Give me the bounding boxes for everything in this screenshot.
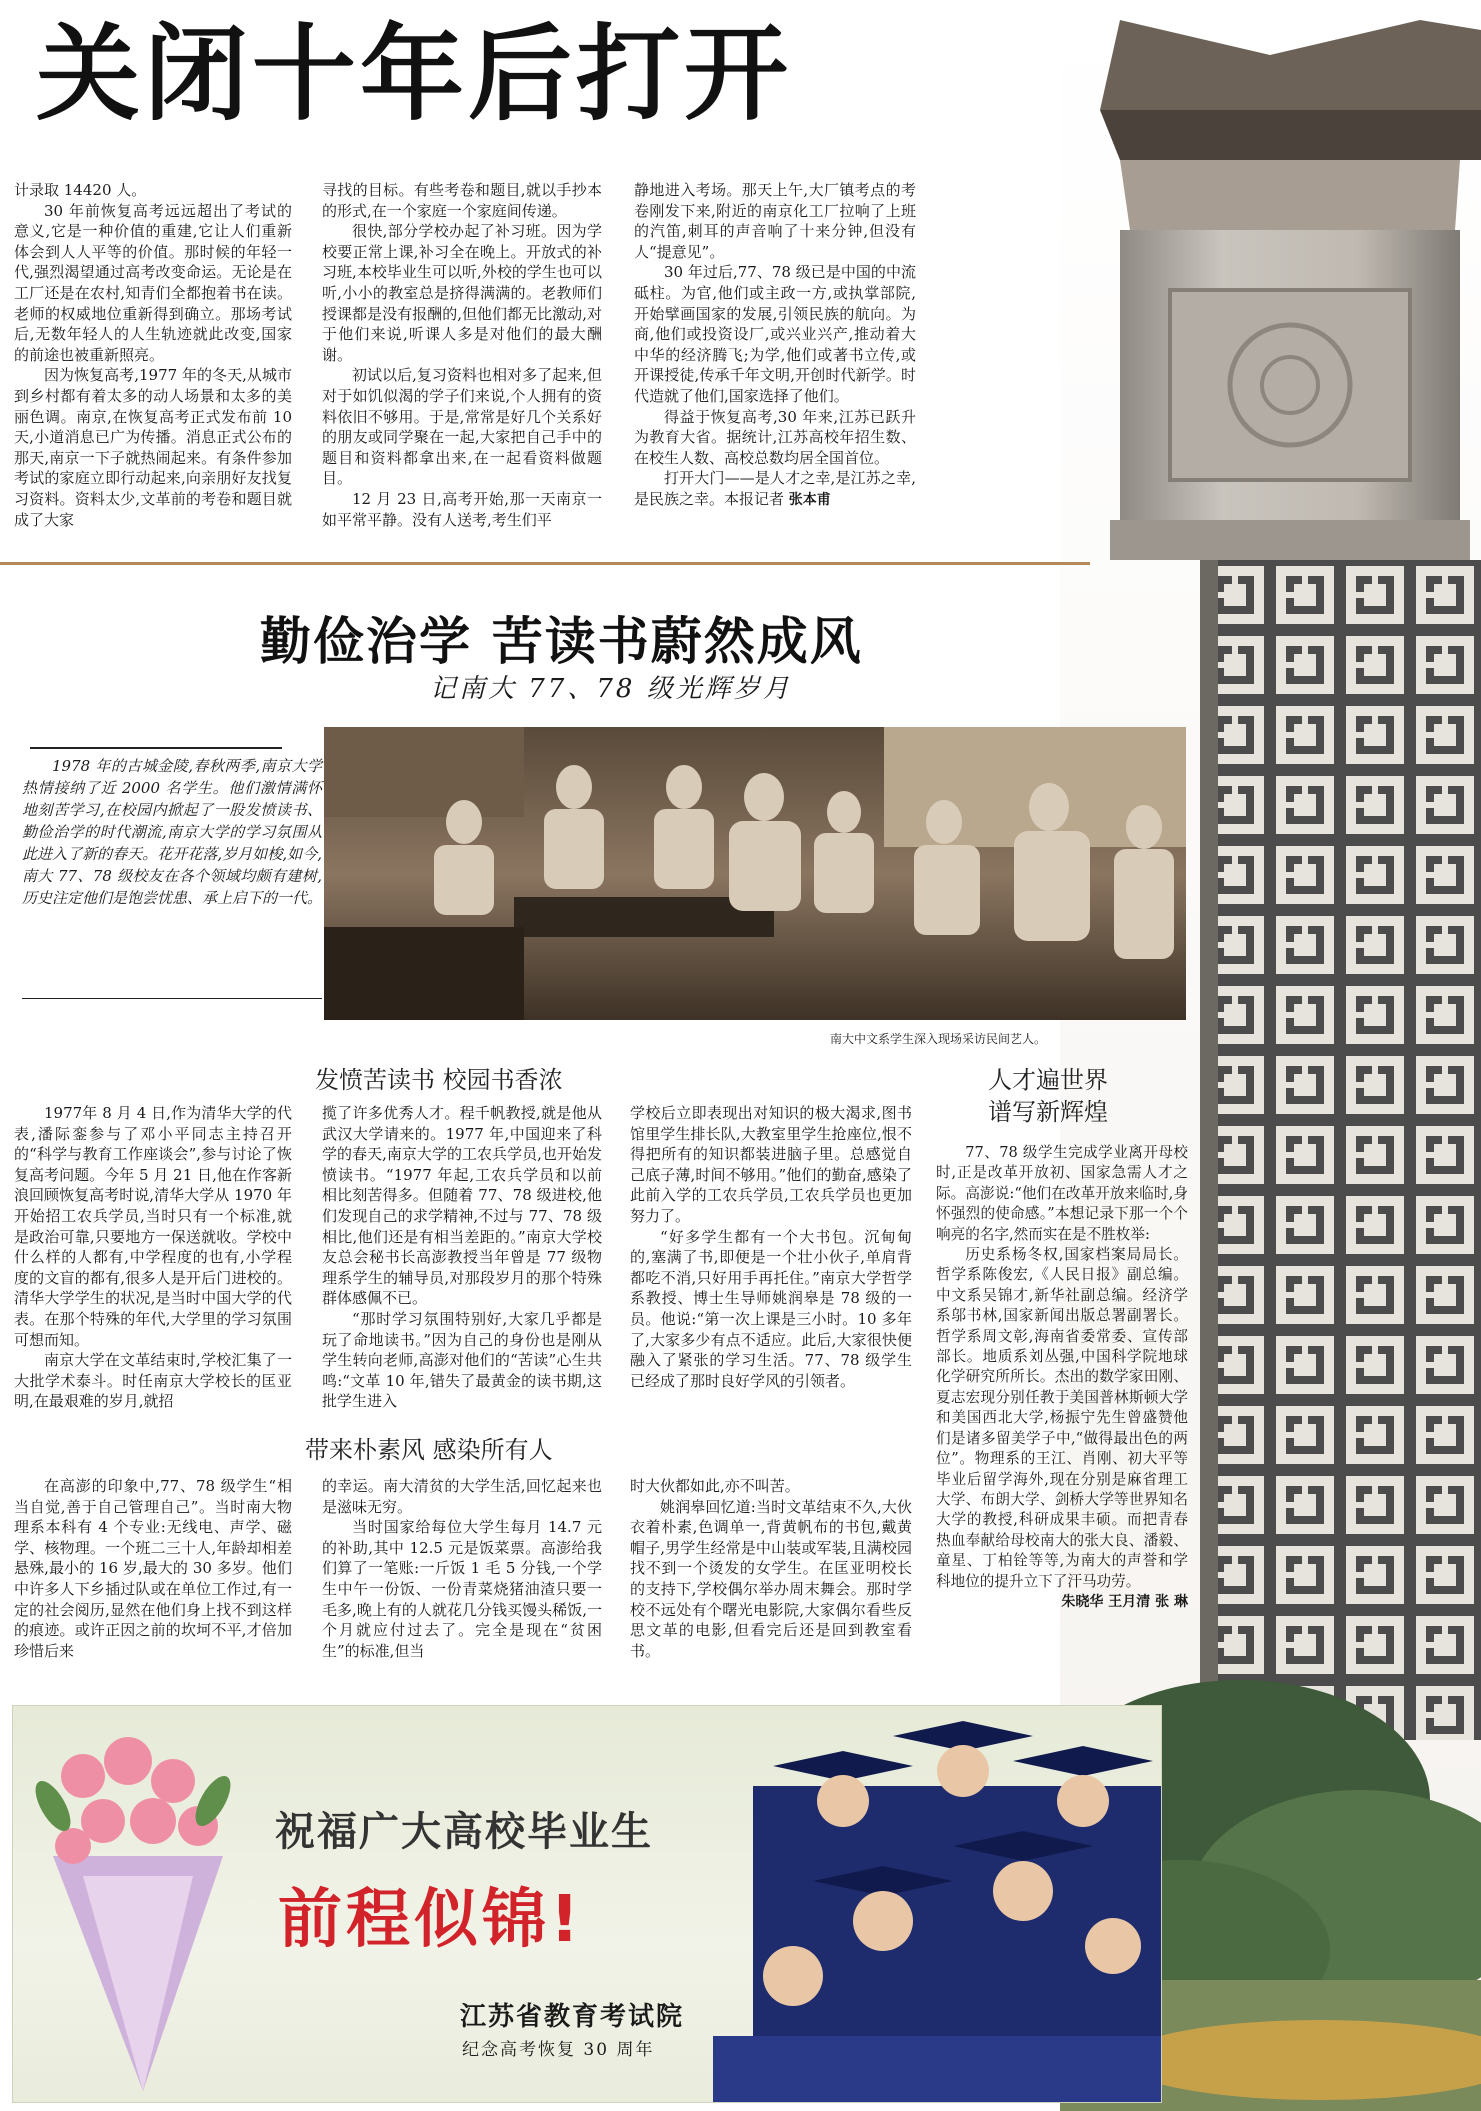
paragraph: 因为恢复高考,1977 年的冬天,从城市到乡村都有着太多的动人场景和太多的美丽色调。南京,在恢复高考正式发布前 10 天,小道消息已广为传播。消息正式公布的那天,南京一下子就热闹起来。有条件参加考试的家庭立即行动起来,向亲朋好友找复习资料。资料太少,文革前的考卷和题目就成了大家 <box>14 366 292 529</box>
feature-subtitle: 记南大 77、78 级光辉岁月 <box>430 674 792 704</box>
paragraph: 计录取 14420 人。 <box>14 181 147 199</box>
paragraph: 当时国家给每位大学生每月 14.7 元的补助,其中 12.5 元是饭菜票。高澎给我们算了一笔账:一斤饭 1 毛 5 分钱,一个学生中午一份饭、一份青菜烧猪油渣只要一毛多,晚上有的人就花几分钱买馒头稀饭,一个月就应付过去了。完全是现在“贫困生”的标准,但当 <box>322 1518 602 1660</box>
top-article-column-3 <box>634 180 916 511</box>
paragraph: 1977年 8 月 4 日,作为清华大学的代表,潘际銮参与了邓小平同志主持召开的“科学与教育工作座谈会”,参与讨论了恢复高考问题。今年 5 月 21 日,他在作客新浪回顾恢复高考时说,清华大学从 1970 年开始招工农兵学员,当时只有一个标准,就是政治可靠,只要地方一保送就收。学校中什么样的人都有,中学程度的也有,小学程度的文盲的都有,很多人是开后门进校的。清华大学学生的状况,是当时中国大学的代表。在那个特殊的年代,大学里的学习氛围可想而知。 <box>14 1104 292 1349</box>
paragraph: “好多学生都有一个大书包。沉甸甸的,塞满了书,即便是一个壮小伙子,单肩背都吃不消,只好用手再托住。”南京大学哲学系教授、博士生导师姚润皋是 78 级的一员。他说:“第一次上课是三小时。10 多年了,大家多少有点不适应。此后,大家很快便融入了紧张的学习生活。77、78 级学生已经成了那时良好学风的引领者。 <box>630 1227 912 1390</box>
section-1-column-2 <box>322 1103 602 1412</box>
paragraph: 静地进入考场。那天上午,大厂镇考点的考卷刚发下来,附近的南京化工厂拉响了上班的汽笛,刺耳的声音响了十来分钟,但没有人“提意见”。 <box>634 181 916 261</box>
section-1-column-1 <box>14 1103 292 1412</box>
intro-bottom-rule <box>22 998 322 999</box>
ad-greeting: 祝福广大高校毕业生 <box>275 1809 653 1855</box>
paragraph: 初试以后,复习资料也相对多了起来,但对于如饥似渴的学子们来说,个人拥有的资料依旧不够用。于是,常常是好几个关系好的朋友或同学聚在一起,大家把自己手中的题目和资料都拿出来,在一起看资料做题目。 <box>322 366 602 488</box>
paragraph: 很快,部分学校办起了补习班。因为学校要正常上课,补习全在晚上。开放式的补习班,本校毕业生可以听,外校的学生也可以听,小小的教室总是挤得满满的。老教师们授课都是没有报酬的,但他们都无比激动,对于他们来说,听课人多是对他们的最大酬谢。 <box>322 222 602 364</box>
paragraph: 30 年过后,77、78 级已是中国的中流砥柱。为官,他们或主政一方,或执掌部院,开始擘画国家的发展,引领民族的航向。为商,他们或投资设厂,或兴业兴产,推动着大中华的经济腾飞;为学,他们或著书立传,或开课授徒,传承千年文明,开创时代新学。时代造就了他们,国家选择了他们。 <box>634 263 916 405</box>
ad-slogan <box>278 1868 583 1960</box>
paragraph: “那时学习氛围特别好,大家几乎都是玩了命地读书。”因为自己的身份也是刚从学生转向老师,高澎对他们的“苦读”心生共鸣:“文革 10 年,错失了最黄金的读书期,这批学生进入 <box>322 1309 602 1411</box>
historical-photo <box>324 727 1186 1020</box>
photo-caption: 南大中文系学生深入现场采访民间艺人。 <box>830 1032 1047 1046</box>
intro-top-rule <box>30 747 282 749</box>
feature-title: 勤俭治学 苦读书蔚然成风 <box>260 613 863 672</box>
section-2-column-3 <box>630 1476 912 1661</box>
section-2-title: 带来朴素风 感染所有人 <box>305 1436 553 1464</box>
section-3-byline: 朱晓华 王月清 张 琳 <box>1061 1593 1188 1610</box>
paragraph: 学校后立即表现出对知识的极大渴求,图书馆里学生排长队,大教室里学生抢座位,恨不得把所有的知识都装进脑子里。总感觉自己底子薄,时间不够用。”他们的勤奋,感染了此前入学的工农兵学员,工农兵学员也更加努力了。 <box>630 1104 912 1225</box>
reporter-byline: 张本甫 <box>788 491 831 508</box>
paragraph <box>634 468 916 510</box>
paragraph: 揽了许多优秀人才。程千帆教授,就是他从武汉大学请来的。1977 年,中国迎来了科学的春天,南京大学的工农兵学员,也开始发愤读书。“1977 年起,工农兵学员和以前相比刻苦得多。但随着 77、78 级进校,他们发现自己的求学精神,不过与 77、78 级相比,他们还是有相当差距的。”南京大学校友总会秘书长高澎教授当年曾是 77 级物理系学生的辅导员,对那段岁月的那个特殊群体感佩不已。 <box>322 1104 602 1308</box>
section-divider <box>0 562 1090 565</box>
ad-slogan-text: 前程似锦 <box>278 1883 550 1957</box>
top-article-column-1 <box>14 180 292 530</box>
ad-anniversary-note: 纪念高考恢复 30 周年 <box>462 2040 655 2060</box>
paragraph: 历史系杨冬权,国家档案局局长。哲学系陈俊宏,《人民日报》副总编。中文系吴锦才,新华社副总编。经济学系邬书林,国家新闻出版总署副署长。哲学系周文彰,海南省委常委、宣传部部长。地质系刘丛强,中国科学院地球化学研究所所长。杰出的数学家田刚、夏志宏现分别任教于美国普林斯顿大学和美国西北大学,杨振宁先生曾盛赞他们是诸多留美学子中,“做得最出色的两位”。物理系的王江、肖刚、初大平等毕业后留学海外,现在分别是麻省理工大学、布朗大学、剑桥大学等世界知名大学的教授,科研成果丰硕。而把青春热血奉献给母校南大的张大良、潘毅、童星、丁柏铨等等,为南大的声誉和学科地位的提升立下了汗马功劳。 <box>936 1246 1188 1590</box>
paragraph: 时大伙都如此,亦不叫苦。 <box>630 1477 800 1495</box>
paragraph: 30 年前恢复高考远远超出了考试的意义,它是一种价值的重建,它让人们重新体会到人人平等的价值。那时候的年轻一代,强烈渴望通过高考改变命运。无论是在工厂还是在农村,知青们全都抱着书在读。老师的权威地位重新得到确立。那场考试后,无数年轻人的人生轨迹就此改变,国家的前途也被重新照亮。 <box>14 201 292 364</box>
closing-sentence: 打开大门——是人才之幸,是江苏之幸,是民族之幸。本报记者 <box>634 469 916 508</box>
paragraph: 南京大学在文革结束时,学校汇集了一大批学术泰斗。时任南京大学校长的匡亚明,在最艰难的岁月,就招 <box>14 1351 292 1411</box>
paragraph: 77、78 级学生完成学业离开母校时,正是改革开放初、国家急需人才之际。高澎说:“他们在改革开放来临时,身怀强烈的使命感。”本想记录下那一个个响亮的名字,然而实在是不胜枚举: <box>936 1144 1188 1243</box>
section-3-title-line-2: 谱写新辉煌 <box>988 1098 1108 1126</box>
paragraph: 寻找的目标。有些考卷和题目,就以手抄本的形式,在一个家庭一个家庭间传递。 <box>322 181 602 220</box>
paragraph: 姚润皋回忆道:当时文革结束不久,大伙衣着朴素,色调单一,背黄帆布的书包,戴黄帽子,男学生经常是中山装或军装,且满校园找不到一个烫发的女学生。在匡亚明校长的支持下,学校偶尔举办周末舞会。那时学校不远处有个曙光电影院,大家偶尔看些反思文革的电影,但看完后还是回到教室看书。 <box>630 1497 912 1660</box>
section-1-title: 发愤苦读书 校园书香浓 <box>315 1066 563 1094</box>
ad-slogan-exclaim: ! <box>550 1883 584 1957</box>
intro-text: 1978 年的古城金陵,春秋两季,南京大学热情接纳了近 2000 名学生。他们激情满怀地刻苦学习,在校园内掀起了一股发愤读书、勤俭治学的时代潮流,南京大学的学习氛围从此进入了新的春天。花开花落,岁月如梭,如今,南大 77、78 级校友在各个领域均颇有建树,历史注定他们是饱尝忧患、承上启下的一代。 <box>22 757 323 907</box>
ad-organization: 江苏省教育考试院 <box>460 2002 685 2032</box>
paragraph: 的幸运。南大清贫的大学生活,回忆起来也是滋味无穷。 <box>322 1477 602 1516</box>
section-1-column-3 <box>630 1103 912 1391</box>
paragraph: 12 月 23 日,高考开始,那一天南京一如平常平静。没有人送考,考生们平 <box>322 489 602 529</box>
paragraph: 在高澎的印象中,77、78 级学生“相当自觉,善于自己管理自己”。当时南大物理系本科有 4 个专业:无线电、声学、磁学、核物理。一个班二三十人,年龄却相差悬殊,最小的 16 岁,最大的 30 多岁。他们中许多人下乡插过队或在单位工作过,有一定的社会阅历,显然在他们身上找不到这样的痕迹。或许正因之前的坎坷不平,才倍加珍惜后来 <box>14 1477 292 1660</box>
paragraph: 得益于恢复高考,30 年来,江苏已跃升为教育大省。据统计,江苏高校年招生数、在校生人数、高校总数均居全国首位。 <box>634 407 916 467</box>
top-article-column-2 <box>322 180 602 530</box>
section-2-column-1 <box>14 1476 292 1661</box>
section-3-title-line-1: 人才遍世界 <box>988 1066 1108 1094</box>
feature-intro <box>22 755 322 909</box>
main-headline: 关闭十年后打开 <box>36 13 793 135</box>
section-2-column-2 <box>322 1476 602 1661</box>
section-3-column <box>936 1143 1188 1612</box>
